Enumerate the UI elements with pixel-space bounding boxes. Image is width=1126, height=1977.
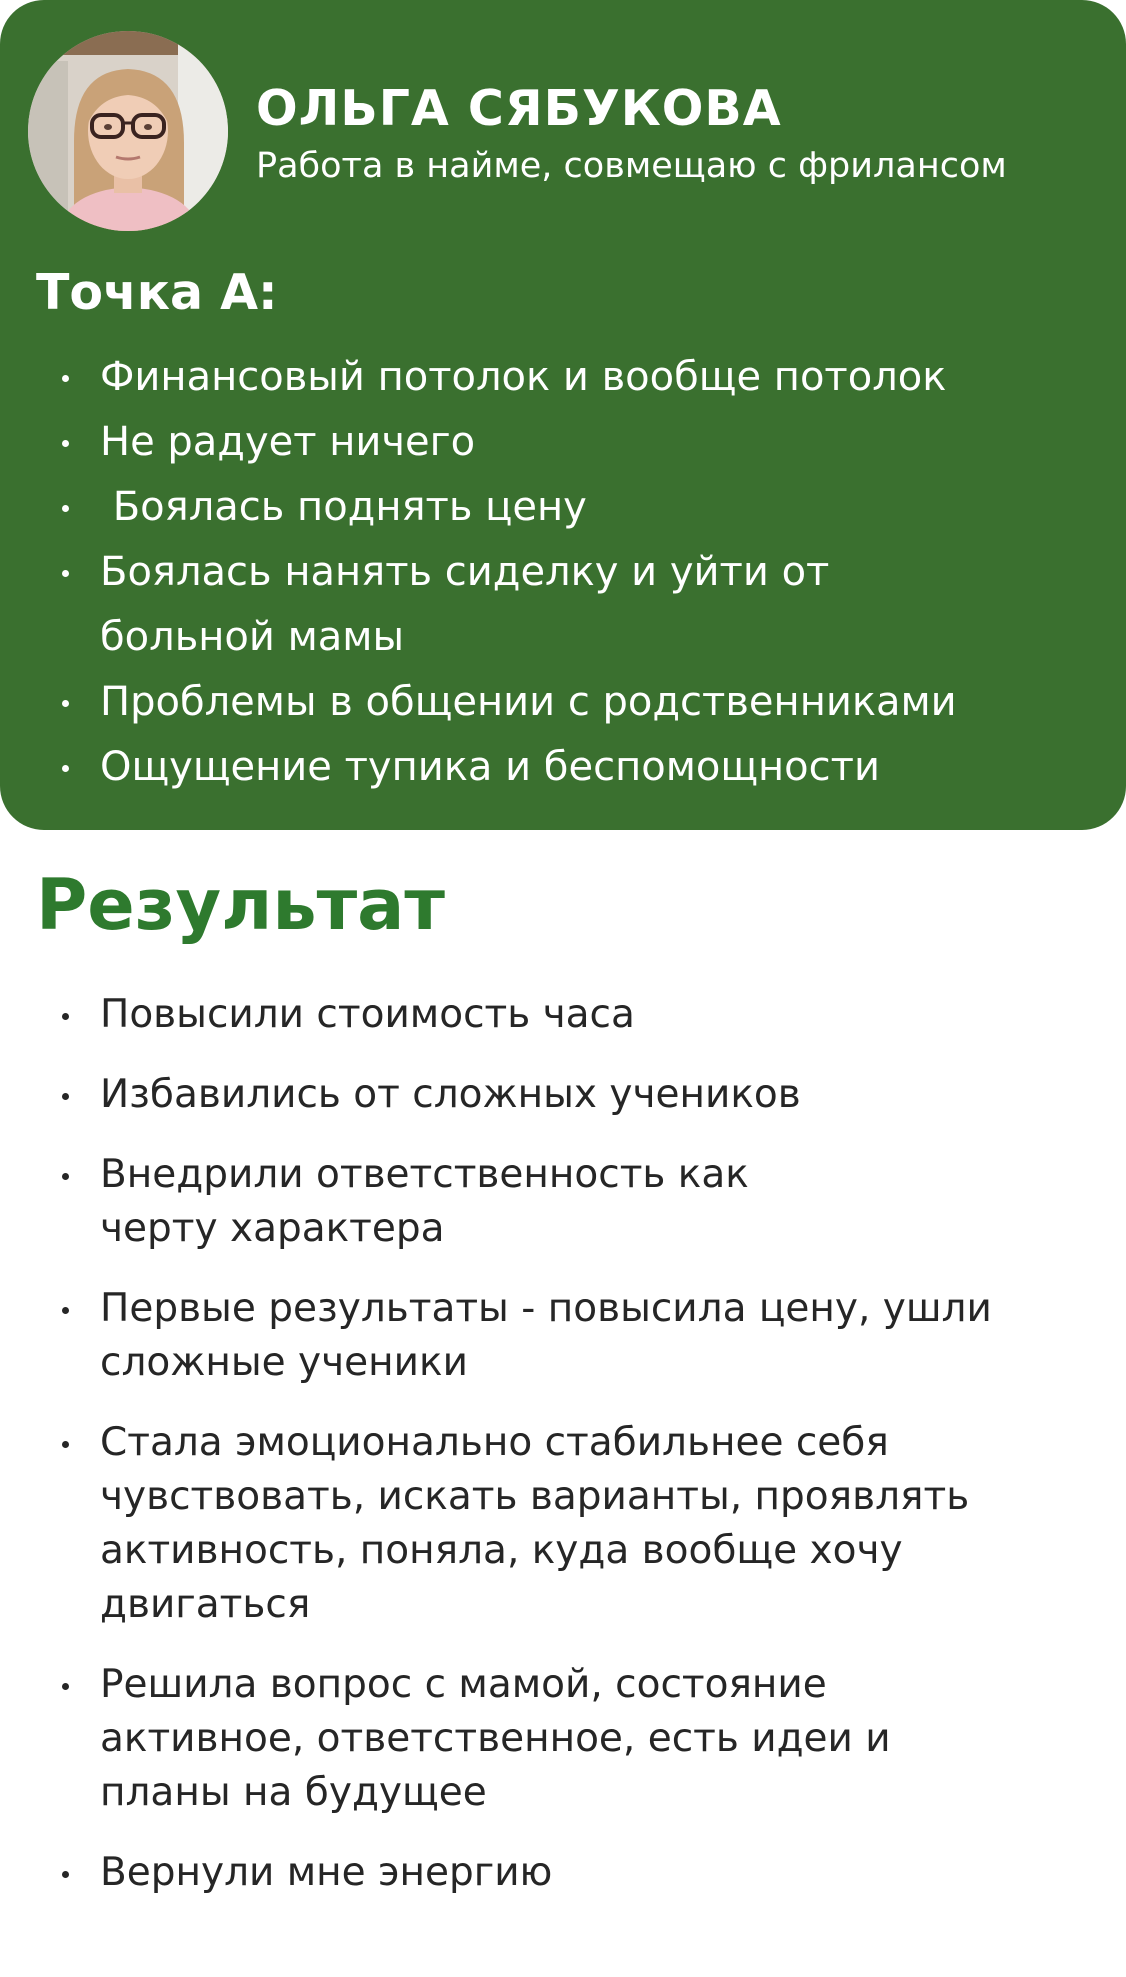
list-item: Решила вопрос с мамой, состояние активное, ответственное, есть идеи и планы на будущее xyxy=(100,1658,1020,1820)
list-item: Повысили стоимость часа xyxy=(100,988,1100,1042)
list-item: Боялась поднять цену xyxy=(100,475,1100,540)
point-a-list xyxy=(100,345,1100,800)
profile-subtitle: Работа в найме, совмещаю с фрилансом xyxy=(256,146,1007,186)
list-item: Проблемы в общении с родственниками xyxy=(100,670,1100,735)
list-item: Финансовый потолок и вообще потолок xyxy=(100,345,1100,410)
profile-name: ОЛЬГА СЯБУКОВА xyxy=(256,80,782,137)
point-a-title: Точка А: xyxy=(36,264,278,321)
person-photo-icon xyxy=(28,31,228,231)
list-item: Избавились от сложных учеников xyxy=(100,1068,1100,1122)
list-item: Первые результаты - повысила цену, ушли сложные ученики xyxy=(100,1282,1000,1390)
avatar xyxy=(28,31,228,231)
list-item: Боялась нанять сиделку и уйти от больной мамы xyxy=(100,540,930,670)
list-item: Ощущение тупика и беспомощности xyxy=(100,735,1100,800)
result-list xyxy=(100,988,1100,1926)
list-item: Не радует ничего xyxy=(100,410,1100,475)
profile-card xyxy=(0,0,1126,830)
list-item: Вернули мне энергию xyxy=(100,1846,1100,1900)
list-item: Стала эмоционально стабильнее себя чувствовать, искать варианты, проявлять активность, поняла, куда вообще хочу двигаться xyxy=(100,1416,1040,1632)
list-item: Внедрили ответственность как черту характера xyxy=(100,1148,800,1256)
result-title: Результат xyxy=(36,864,445,946)
